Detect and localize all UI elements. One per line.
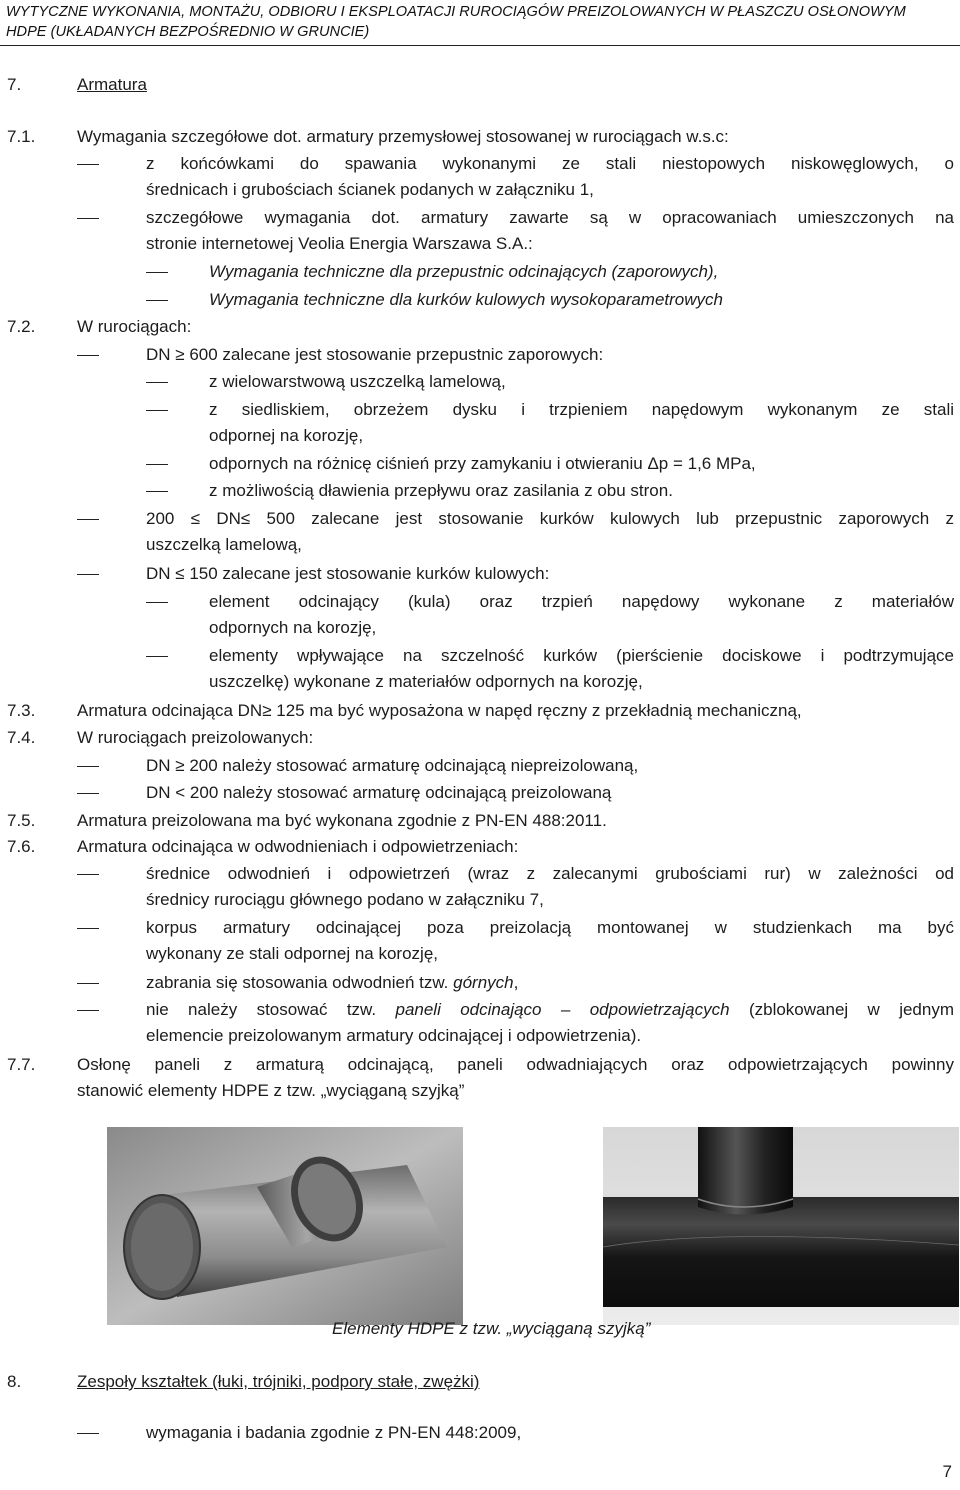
header-rule [0, 45, 960, 46]
s76-b3 [146, 970, 518, 996]
s76-number: 7.6. [7, 837, 36, 856]
s72-text: W rurociągach: [77, 317, 192, 336]
s74-b2: DN < 200 należy stosować armaturę odcinającą preizolowaną [146, 783, 612, 802]
page-number: 7 [942, 1462, 952, 1481]
s72-a1: z wielowarstwową uszczelką lamelową, [209, 372, 506, 391]
s76-b3-post: , [513, 973, 519, 992]
figure-caption: Elementy HDPE z tzw. „wyciąganą szyjką” [332, 1319, 651, 1338]
s74-text: W rurociągach preizolowanych: [77, 728, 314, 747]
hdpe-tee-photo [107, 1127, 463, 1325]
bullet-dash [77, 1010, 99, 1011]
s8-bullet: wymagania i badania zgodnie z PN-EN 448:2009, [146, 1423, 522, 1442]
s77-line2: stanowić elementy HDPE z tzw. „wyciąganą szyjką” [77, 1081, 465, 1100]
s72-c: DN ≤ 150 zalecane jest stosowanie kurków kulowych: [146, 564, 550, 583]
s72-c2-line1: elementy wpływające na szczelność kurków (pierścienie dociskowe i podtrzymujące [209, 646, 954, 665]
s76-b1-line2: średnicy rurociągu głównego podano w załączniku 7, [146, 890, 544, 909]
bullet-dash [77, 574, 99, 575]
s76-b4-line2: elemencie preizolowanym armatury odcinającej i odpowietrzenia). [146, 1026, 642, 1045]
s76-b4-post: (zblokowanej w jednym [729, 1000, 955, 1019]
bullet-dash [77, 874, 99, 875]
s71-sub1: Wymagania techniczne dla przepustnic odcinających (zaporowych), [209, 262, 719, 281]
s76-b2-line2: wykonany ze stali odpornej na korozję, [146, 944, 438, 963]
s72-a: DN ≥ 600 zalecane jest stosowanie przepustnic zaporowych: [146, 345, 604, 364]
s72-a2-line2: odpornej na korozję, [209, 426, 364, 445]
s71-bullet2-line1: szczegółowe wymagania dot. armatury zawarte są w opracowaniach umieszczonych na [146, 208, 954, 227]
bullet-dash [77, 928, 99, 929]
s72-b-line1: 200 ≤ DN≤ 500 zalecane jest stosowanie kurków kulowych lub przepustnic zaporowych z [146, 509, 954, 528]
bullet-dash [146, 272, 168, 273]
bullet-dash [77, 355, 99, 356]
bullet-dash [146, 491, 168, 492]
section-8-title: Zespoły kształtek (łuki, trójniki, podpory stałe, zwężki) [77, 1372, 480, 1391]
bullet-dash [77, 766, 99, 767]
s71-sub2: Wymagania techniczne dla kurków kulowych wysokoparametrowych [209, 290, 723, 309]
s76-b2-line1: korpus armatury odcinającej poza preizolacją montowanej w studzienkach ma być [146, 918, 954, 937]
running-header [6, 2, 956, 42]
bullet-dash [146, 602, 168, 603]
bullet-dash [77, 983, 99, 984]
s76-b3-pre: zabrania się stosowania odwodnień tzw. [146, 973, 454, 992]
bullet-dash [146, 656, 168, 657]
s71-text: Wymagania szczegółowe dot. armatury przemysłowej stosowanej w rurociągach w.s.c: [77, 127, 729, 146]
section-8-number: 8. [7, 1372, 22, 1391]
s72-number: 7.2. [7, 317, 36, 336]
bullet-dash [146, 382, 168, 383]
s72-c2-line2: uszczelkę) wykonane z materiałów odpornych na korozję, [209, 672, 643, 691]
bullet-dash [77, 793, 99, 794]
s71-bullet1-line2: średnicach i grubościach ścianek podanych w załączniku 1, [146, 180, 594, 199]
bullet-dash [77, 164, 99, 165]
s77-line1: Osłonę paneli z armaturą odcinającą, paneli odwadniających oraz odpowietrzających powinny [77, 1055, 954, 1074]
bullet-dash [146, 410, 168, 411]
header-line-2: HDPE (UKŁADANYCH BEZPOŚREDNIO W GRUNCIE) [6, 24, 370, 40]
s73-text: Armatura odcinająca DN≥ 125 ma być wyposażona w napęd ręczny z przekładnią mechaniczną, [77, 701, 802, 720]
bullet-dash [146, 464, 168, 465]
section-7-number: 7. [7, 75, 22, 94]
bullet-dash [77, 519, 99, 520]
s72-a2-line1: z siedliskiem, obrzeżem dysku i trzpieniem napędowym wykonanym ze stali [209, 400, 954, 419]
s76-b3-italic: górnych [453, 973, 514, 992]
s74-number: 7.4. [7, 728, 36, 747]
s77-number: 7.7. [7, 1055, 36, 1074]
bullet-dash [77, 1433, 99, 1434]
s72-c1-line2: odpornych na korozję, [209, 618, 377, 637]
header-line-1: WYTYCZNE WYKONANIA, MONTAŻU, ODBIORU I EKSPLOATACJI RUROCIĄGÓW PREIZOLOWANYCH W PŁASZCZU OSŁONOWYM [6, 4, 906, 20]
s75-text: Armatura preizolowana ma być wykonana zgodnie z PN-EN 488:2011. [77, 811, 607, 830]
s76-b4-italic: paneli odcinająco – odpowietrzających [395, 1000, 730, 1019]
s72-c1-line1: element odcinający (kula) oraz trzpień napędowy wykonane z materiałów [209, 592, 954, 611]
bullet-dash [77, 218, 99, 219]
s72-a4: z możliwością dławienia przepływu oraz zasilania z obu stron. [209, 481, 673, 500]
s72-a3: odpornych na różnicę ciśnień przy zamykaniu i otwieraniu Δp = 1,6 MPa, [209, 454, 756, 473]
s71-bullet2-line2: stronie internetowej Veolia Energia Warszawa S.A.: [146, 234, 533, 253]
hdpe-extruded-neck-photo [603, 1127, 959, 1325]
s71-number: 7.1. [7, 127, 36, 146]
bullet-dash [146, 300, 168, 301]
section-7-title: Armatura [77, 75, 147, 94]
s75-number: 7.5. [7, 811, 36, 830]
s76-b1-line1: średnice odwodnień i odpowietrzeń (wraz z zalecanymi grubościami rur) w zależności od [146, 864, 954, 883]
s73-number: 7.3. [7, 701, 36, 720]
s72-b-line2: uszczelką lamelową, [146, 535, 302, 554]
s76-b4-pre: nie należy stosować tzw. [146, 1000, 396, 1019]
s76-text: Armatura odcinająca w odwodnieniach i odpowietrzeniach: [77, 837, 519, 856]
s76-b4-line1 [146, 997, 954, 1023]
s71-bullet1-line1: z końcówkami do spawania wykonanymi ze stali niestopowych niskowęglowych, o [146, 154, 954, 173]
s74-b1: DN ≥ 200 należy stosować armaturę odcinającą niepreizolowaną, [146, 756, 639, 775]
